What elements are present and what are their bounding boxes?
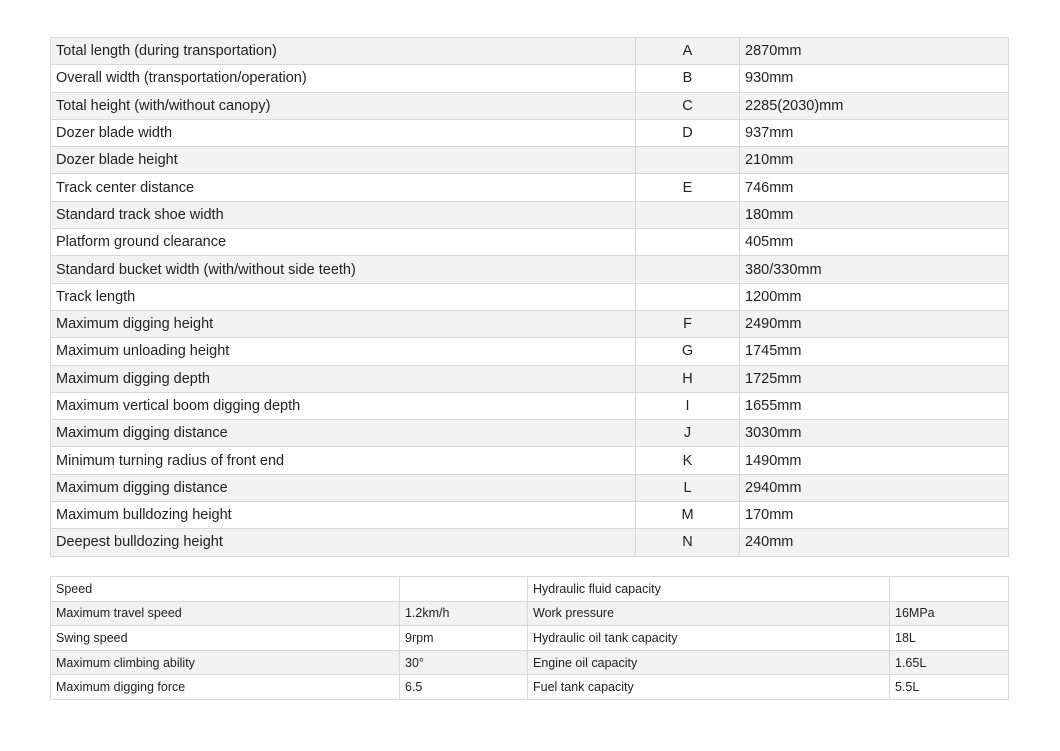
spec-name-cell: Hydraulic fluid capacity [528,577,890,602]
table-row [51,577,1009,602]
spec-value-cell: 1745mm [740,338,1009,365]
table-row [51,447,1009,474]
table-row [51,201,1009,228]
spec-value-cell: 1725mm [740,365,1009,392]
spec-name-cell: Maximum bulldozing height [51,502,636,529]
spec-name-cell: Total height (with/without canopy) [51,92,636,119]
table-row [51,474,1009,501]
table-row [51,119,1009,146]
spec-value-cell: 18L [890,626,1009,651]
spec-value-cell: 2870mm [740,38,1009,65]
table-row [51,256,1009,283]
spec-code-cell: C [636,92,740,119]
table-row [51,650,1009,675]
performance-table-body [51,577,1009,700]
spec-name-cell: Maximum digging distance [51,420,636,447]
spec-code-cell [636,283,740,310]
table-row [51,626,1009,651]
spec-name-cell: Maximum vertical boom digging depth [51,392,636,419]
spec-value-cell: 930mm [740,65,1009,92]
spec-name-cell: Work pressure [528,601,890,626]
spec-value-cell: 180mm [740,201,1009,228]
spec-value-cell: 30° [400,650,528,675]
spec-name-cell: Overall width (transportation/operation) [51,65,636,92]
spec-code-cell: D [636,119,740,146]
spec-name-cell: Speed [51,577,400,602]
spec-name-cell: Fuel tank capacity [528,675,890,700]
spec-name-cell: Deepest bulldozing height [51,529,636,556]
spec-name-cell: Maximum digging height [51,310,636,337]
spec-name-cell: Engine oil capacity [528,650,890,675]
spec-value-cell: 6.5 [400,675,528,700]
spec-name-cell: Maximum digging force [51,675,400,700]
spec-code-cell: I [636,392,740,419]
spec-name-cell: Maximum travel speed [51,601,400,626]
spec-name-cell: Maximum digging depth [51,365,636,392]
spec-value-cell: 9rpm [400,626,528,651]
spec-code-cell: J [636,420,740,447]
spec-name-cell: Track length [51,283,636,310]
spec-value-cell: 1.2km/h [400,601,528,626]
spec-name-cell: Swing speed [51,626,400,651]
spec-value-cell: 3030mm [740,420,1009,447]
table-row [51,310,1009,337]
spec-value-cell: 210mm [740,147,1009,174]
spec-value-cell: 380/330mm [740,256,1009,283]
spec-code-cell: K [636,447,740,474]
dimensions-table-body [51,38,1009,557]
spec-value-cell [400,577,528,602]
spec-value-cell: 746mm [740,174,1009,201]
spec-name-cell: Track center distance [51,174,636,201]
spec-value-cell: 240mm [740,529,1009,556]
table-row [51,229,1009,256]
spec-code-cell: H [636,365,740,392]
spec-code-cell: L [636,474,740,501]
dimensions-table [50,37,1009,557]
table-row [51,38,1009,65]
table-row [51,601,1009,626]
spec-name-cell: Minimum turning radius of front end [51,447,636,474]
spec-value-cell: 1655mm [740,392,1009,419]
table-row [51,338,1009,365]
spec-value-cell: 1200mm [740,283,1009,310]
spec-value-cell: 16MPa [890,601,1009,626]
spec-value-cell: 1490mm [740,447,1009,474]
spec-code-cell: F [636,310,740,337]
spec-name-cell: Dozer blade height [51,147,636,174]
spec-name-cell: Dozer blade width [51,119,636,146]
table-row [51,174,1009,201]
spec-value-cell: 2940mm [740,474,1009,501]
table-row [51,502,1009,529]
table-row [51,65,1009,92]
spec-name-cell: Standard bucket width (with/without side teeth) [51,256,636,283]
spec-name-cell: Maximum digging distance [51,474,636,501]
spec-code-cell [636,256,740,283]
spec-name-cell: Platform ground clearance [51,229,636,256]
spec-value-cell [890,577,1009,602]
spec-value-cell: 1.65L [890,650,1009,675]
spec-name-cell: Total length (during transportation) [51,38,636,65]
table-row [51,92,1009,119]
table-row [51,365,1009,392]
spec-code-cell [636,147,740,174]
table-row [51,675,1009,700]
spec-name-cell: Standard track shoe width [51,201,636,228]
spec-code-cell: N [636,529,740,556]
spec-code-cell [636,201,740,228]
table-row [51,529,1009,556]
spec-value-cell: 405mm [740,229,1009,256]
spec-code-cell: A [636,38,740,65]
spec-code-cell: B [636,65,740,92]
spec-value-cell: 5.5L [890,675,1009,700]
spec-code-cell: G [636,338,740,365]
performance-table [50,576,1009,700]
spec-value-cell: 170mm [740,502,1009,529]
spec-value-cell: 2285(2030)mm [740,92,1009,119]
spec-value-cell: 2490mm [740,310,1009,337]
spec-name-cell: Hydraulic oil tank capacity [528,626,890,651]
spec-code-cell: M [636,502,740,529]
spec-name-cell: Maximum climbing ability [51,650,400,675]
table-row [51,392,1009,419]
spec-code-cell [636,229,740,256]
spec-name-cell: Maximum unloading height [51,338,636,365]
spec-value-cell: 937mm [740,119,1009,146]
table-row [51,147,1009,174]
spec-code-cell: E [636,174,740,201]
table-row [51,420,1009,447]
table-row [51,283,1009,310]
